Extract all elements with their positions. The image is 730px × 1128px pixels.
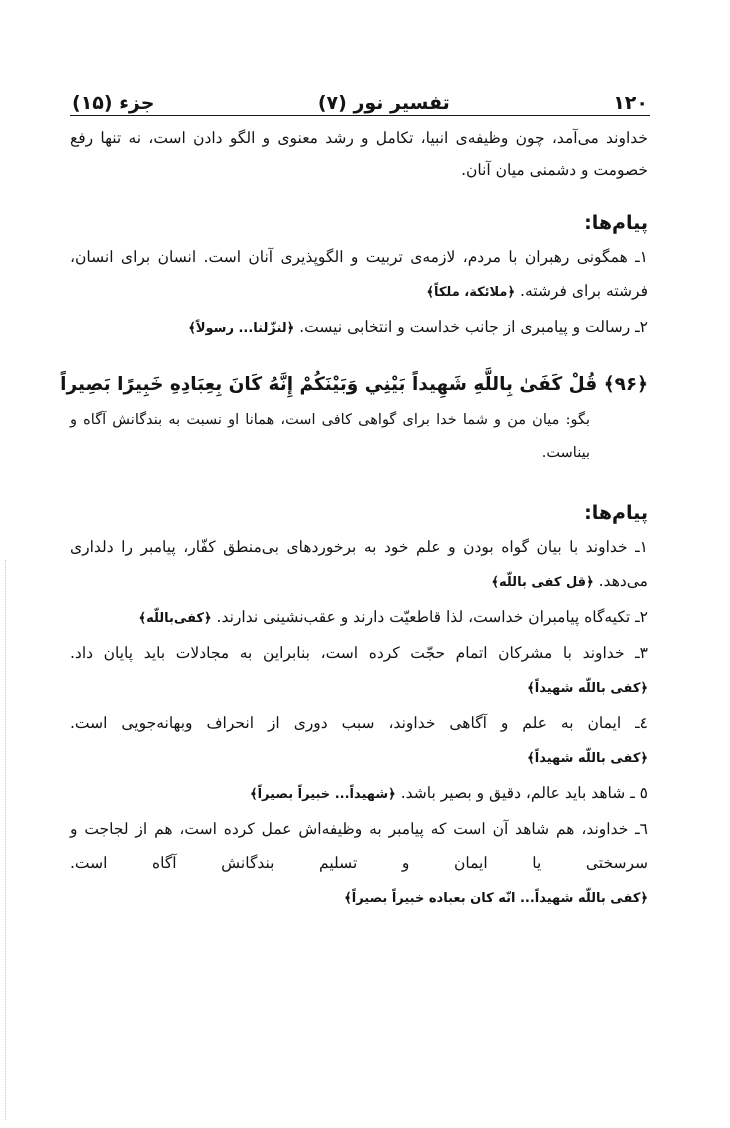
header-rule	[70, 115, 650, 116]
section-heading: پیام‌ها:	[584, 502, 648, 524]
quran-quote: ﴿ملائکة، ملکاً﴾	[426, 285, 516, 300]
section-heading: پیام‌ها:	[584, 212, 648, 234]
scan-edge-line	[5, 560, 7, 1120]
verse-translation: بگو: میان من و شما خدا برای گواهی کافی است، همانا او نسبت به بندگانش آگاه و بیناست.	[70, 412, 590, 461]
intro-paragraph: خداوند می‌آمد، چون وظیفه‌ی انبیا، تکامل و رشد معنوی و الگو دادن است، نه تنها رفع خصومت و دشمنی میان آنان.	[70, 129, 648, 179]
quran-quote: ﴿کفی باللّه شهیداً﴾	[527, 751, 648, 766]
part-number: جزء (۱۵)	[72, 92, 155, 114]
message-item	[70, 812, 648, 916]
page-number: ۱۲۰	[613, 92, 648, 114]
message-item	[70, 600, 648, 636]
message-text: ۳ـ خداوند با مشرکان اتمام حجّت کرده است، بنابراین به مجادلات باید پایان داد.	[70, 644, 648, 662]
message-item	[70, 240, 648, 310]
quran-verse: ﴿۹۶﴾ قُلْ كَفَىٰ بِاللَّهِ شَهِيداً بَيْنِي وَبَيْنَكُمْ إِنَّهُ كَانَ بِعِبَادِهِ خَبِيرًا بَصِيراً	[60, 374, 648, 395]
message-text: ۱ـ خداوند با بیان گواه بودن و علم خود به برخوردهای بی‌منطق کفّار، پیامبر را دلداری می‌دهد.	[70, 538, 648, 590]
quran-quote: ﴿کفی‌باللّه﴾	[138, 611, 212, 626]
quran-quote: ﴿کفی باللّه شهیداً﴾	[527, 681, 648, 696]
message-item	[70, 530, 648, 600]
message-text: ٥ ـ شاهد باید عالم، دقیق و بصیر باشد.	[400, 784, 648, 802]
page-body	[60, 122, 648, 916]
page-header	[72, 82, 648, 114]
quran-quote: ﴿کفی باللّه شهیداً... انّه کان بعباده خبیراً بصیراً﴾	[344, 891, 648, 906]
message-text: ۲ـ تکیه‌گاه پیامبران خداست، لذا قاطعیّت دارند و عقب‌نشینی ندارند.	[216, 608, 648, 626]
message-text: ٦ـ خداوند، هم شاهد آن است که پیامبر به وظیفه‌اش عمل کرده است، هم از لجاجت و سرسختی یا ایمان و تسلیم بندگانش آگاه است.	[70, 820, 648, 872]
message-text: ٤ـ ایمان به علم و آگاهی خداوند، سبب دوری از انحراف وبهانه‌جویی است.	[70, 714, 648, 732]
quran-quote: ﴿قل کفی باللّه﴾	[491, 575, 594, 590]
message-text: ۱ـ همگونی رهبران با مردم، لازمه‌ی تربیت و الگوپذیری آنان است. انسان برای انسان، فرشته برای فرشته.	[70, 248, 648, 300]
quran-quote: ﴿لنزّلنا... رسولاً﴾	[188, 321, 295, 336]
message-text: ۲ـ رسالت و پیامبری از جانب خداست و انتخابی نیست.	[299, 318, 648, 336]
quran-quote: ﴿شهیداً... خبیراً بصیراً﴾	[249, 787, 396, 802]
message-item	[70, 706, 648, 776]
message-item	[70, 310, 648, 346]
message-item	[70, 636, 648, 706]
message-item	[70, 776, 648, 812]
book-title: تفسیر نور (۷)	[317, 92, 450, 114]
